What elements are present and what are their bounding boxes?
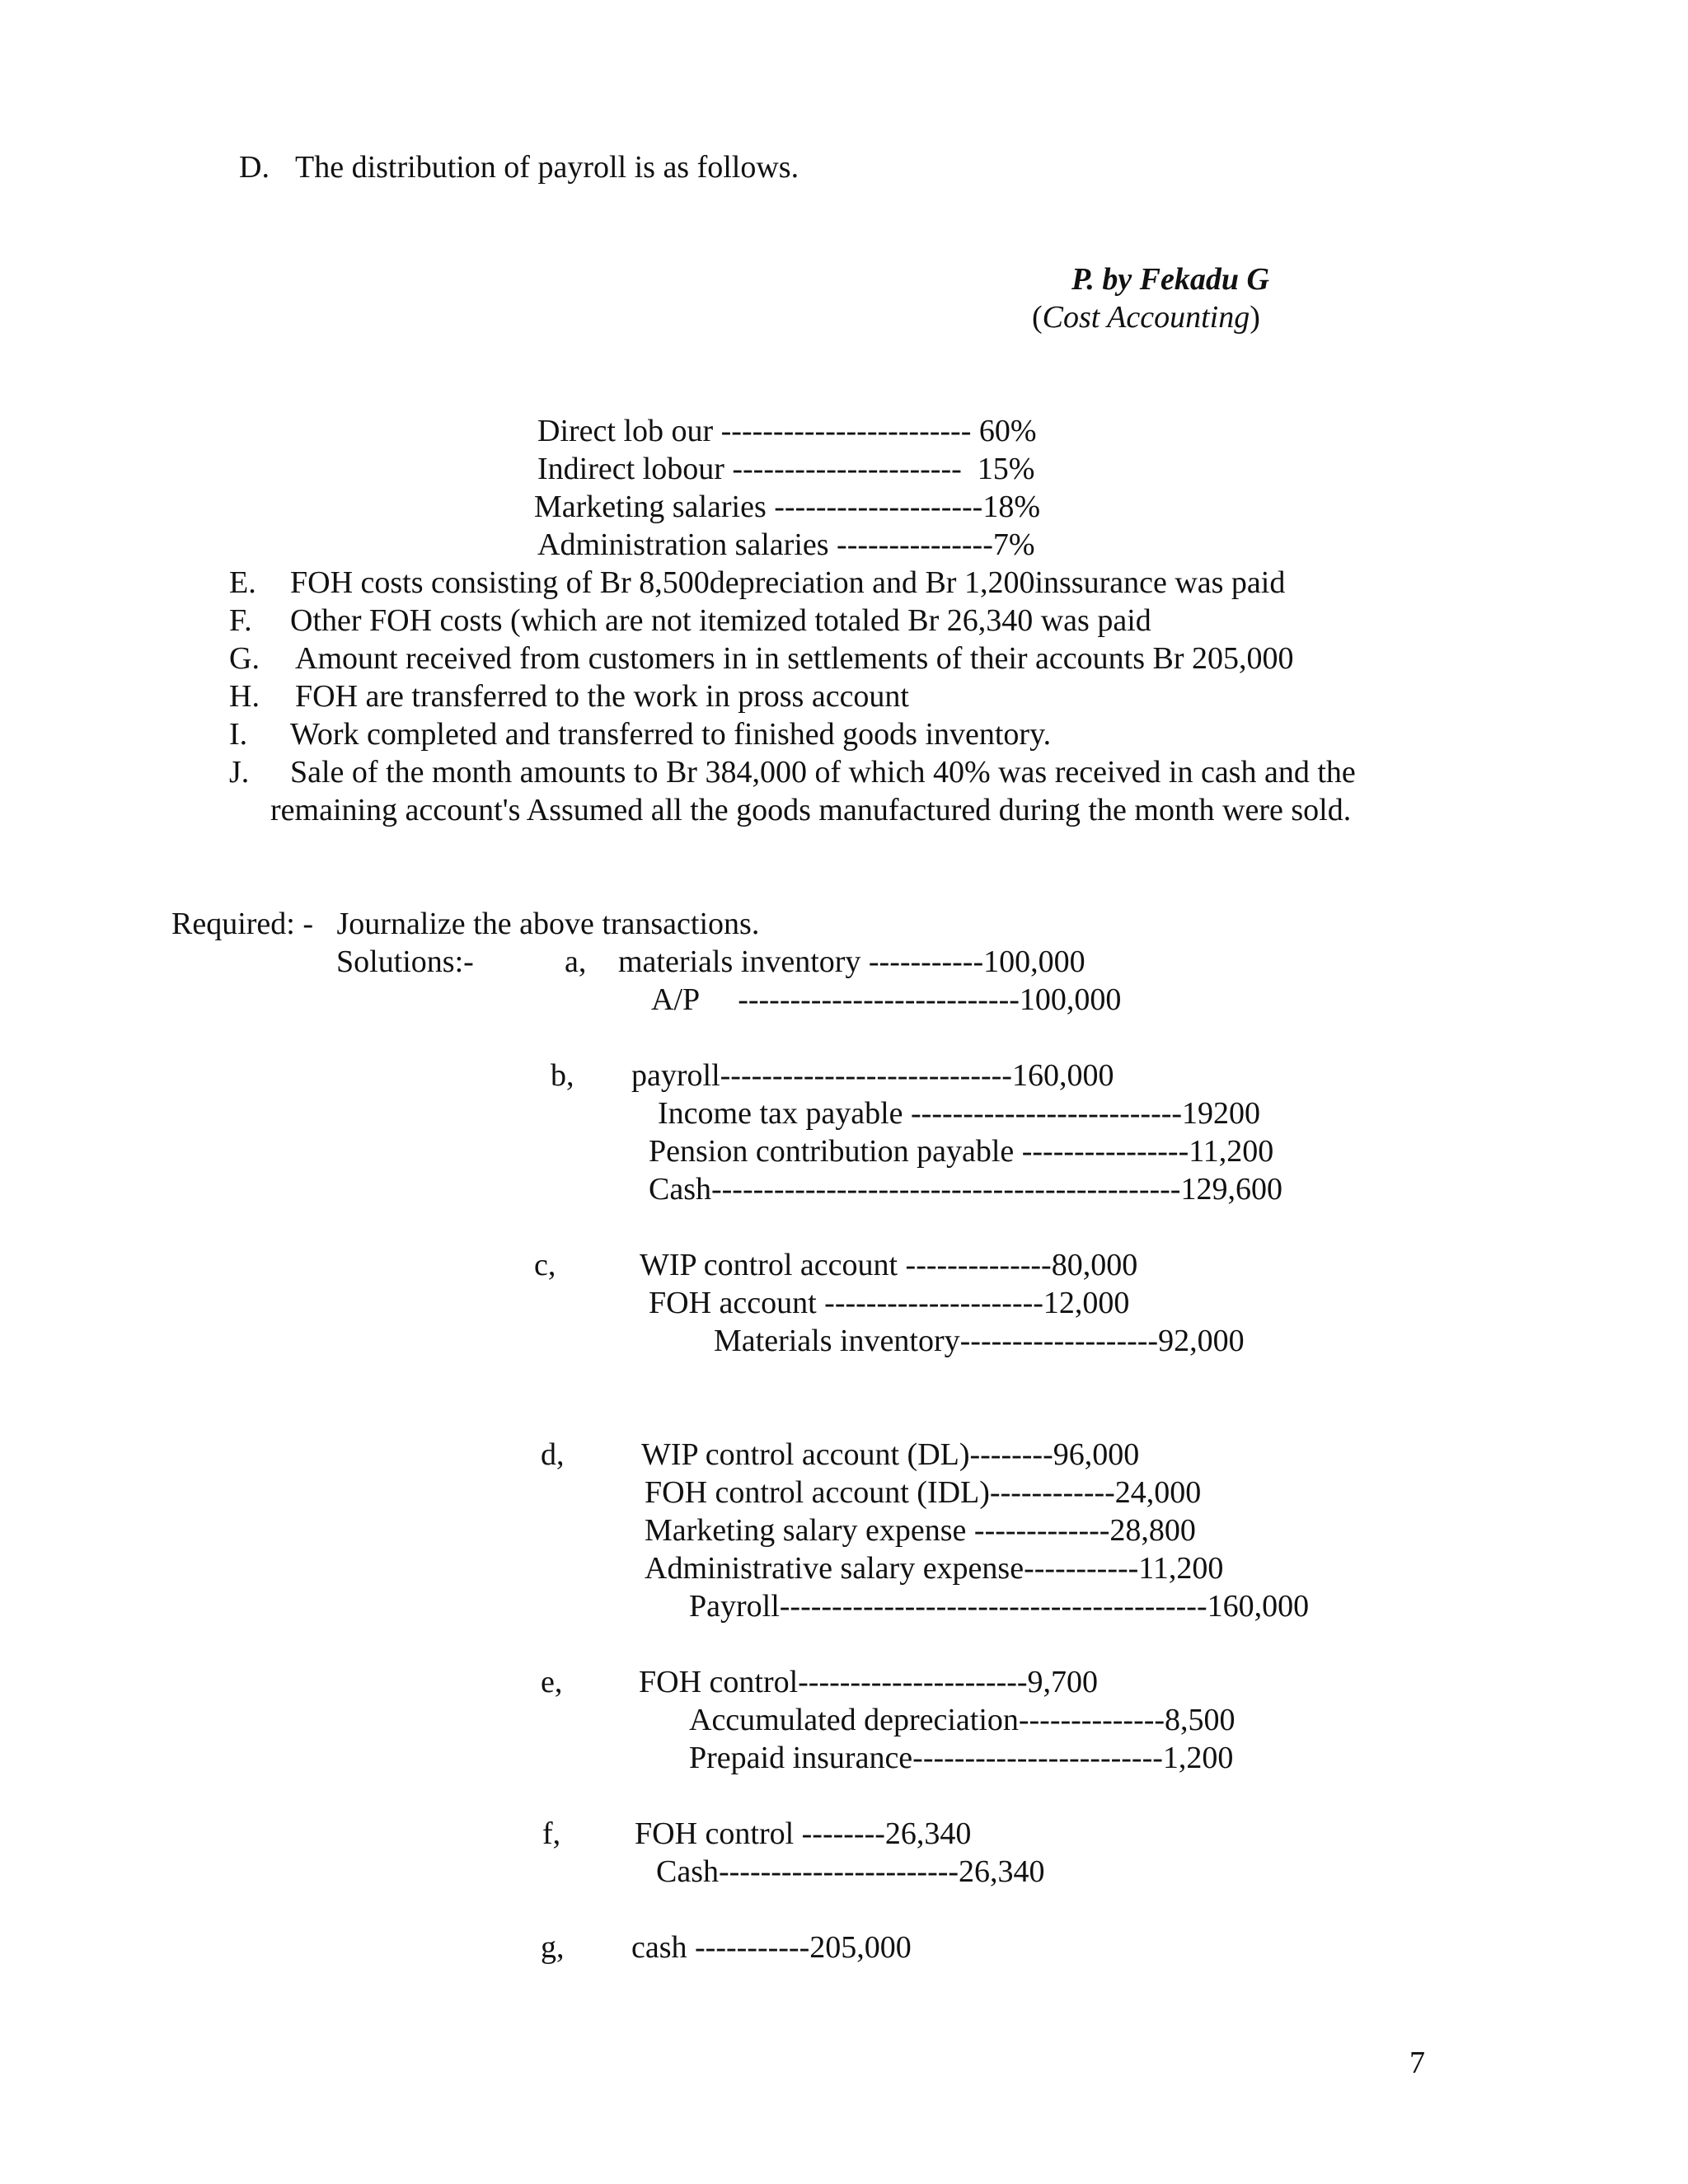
journal-label-f: f, [542, 1816, 561, 1851]
journal-line: FOH account ---------------------12,000 [649, 1286, 1130, 1320]
journal-line: FOH control account (IDL)------------24,000 [645, 1475, 1202, 1510]
journal-line: Payroll-----------------------------------------160,000 [689, 1589, 1310, 1624]
journal-line: FOH control----------------------9,700 [639, 1665, 1099, 1699]
solutions-label: Solutions:- [336, 944, 474, 979]
distribution-line: Marketing salaries --------------------18% [534, 490, 1040, 524]
item-text-g: Amount received from customers in in settlements of their accounts Br 205,000 [295, 641, 1294, 676]
item-text-h: FOH are transferred to the work in pross account [295, 679, 909, 714]
item-letter-h: H. [229, 679, 260, 714]
journal-line: materials inventory -----------100,000 [618, 944, 1085, 979]
journal-label-d: d, [541, 1437, 565, 1472]
item-letter-i: I. [229, 717, 248, 752]
journal-line: payroll----------------------------160,000 [631, 1058, 1114, 1093]
distribution-line: Indirect lobour ---------------------- 15% [537, 452, 1035, 486]
journal-label-b: b, [551, 1058, 574, 1093]
journal-line: WIP control account (DL)--------96,000 [641, 1437, 1140, 1472]
journal-line: FOH control --------26,340 [635, 1816, 972, 1851]
item-letter-f: F. [229, 603, 252, 638]
journal-label-c: c, [534, 1248, 556, 1282]
journal-label-g: g, [541, 1930, 565, 1965]
item-text-j: Sale of the month amounts to Br 384,000 of which 40% was received in cash and the [290, 755, 1356, 790]
distribution-line: Administration salaries ---------------7% [537, 527, 1035, 562]
journal-line: cash -----------205,000 [631, 1930, 912, 1965]
journal-line: Administrative salary expense-----------11,200 [645, 1551, 1224, 1586]
page-number: 7 [1409, 2046, 1425, 2080]
journal-line: Marketing salary expense -------------28,800 [645, 1513, 1196, 1548]
journal-line: WIP control account --------------80,000 [640, 1248, 1138, 1282]
item-letter-d: D. [239, 150, 270, 185]
required-heading: Required: - Journalize the above transactions. [171, 907, 760, 941]
journal-label-e: e, [541, 1665, 563, 1699]
distribution-line: Direct lob our ------------------------ 60% [537, 414, 1037, 448]
item-text-f: Other FOH costs (which are not itemized totaled Br 26,340 was paid [290, 603, 1151, 638]
journal-line: Pension contribution payable ----------------11,200 [649, 1134, 1274, 1169]
journal-label-a: a, [565, 944, 587, 979]
item-letter-e: E. [229, 565, 256, 600]
subject-title: (Cost Accounting) [1032, 300, 1260, 335]
journal-line: A/P ---------------------------100,000 [651, 982, 1122, 1017]
journal-line: Cash-----------------------26,340 [656, 1854, 1045, 1889]
item-text-d: The distribution of payroll is as follows. [295, 150, 799, 185]
item-text-e: FOH costs consisting of Br 8,500depreciation and Br 1,200inssurance was paid [290, 565, 1286, 600]
journal-line: Accumulated depreciation--------------8,500 [689, 1703, 1236, 1737]
journal-line: Materials inventory-------------------92,000 [714, 1324, 1245, 1358]
item-letter-g: G. [229, 641, 260, 676]
item-text-j-continued: remaining account's Assumed all the goods manufactured during the month were sold. [270, 793, 1352, 827]
author-credit: P. by Fekadu G [1071, 262, 1269, 297]
journal-line: Prepaid insurance------------------------1,200 [689, 1741, 1234, 1775]
item-text-i: Work completed and transferred to finished goods inventory. [290, 717, 1052, 752]
item-letter-j: J. [229, 755, 250, 790]
journal-line: Income tax payable --------------------------19200 [658, 1096, 1261, 1131]
journal-line: Cash---------------------------------------------129,600 [649, 1172, 1282, 1207]
